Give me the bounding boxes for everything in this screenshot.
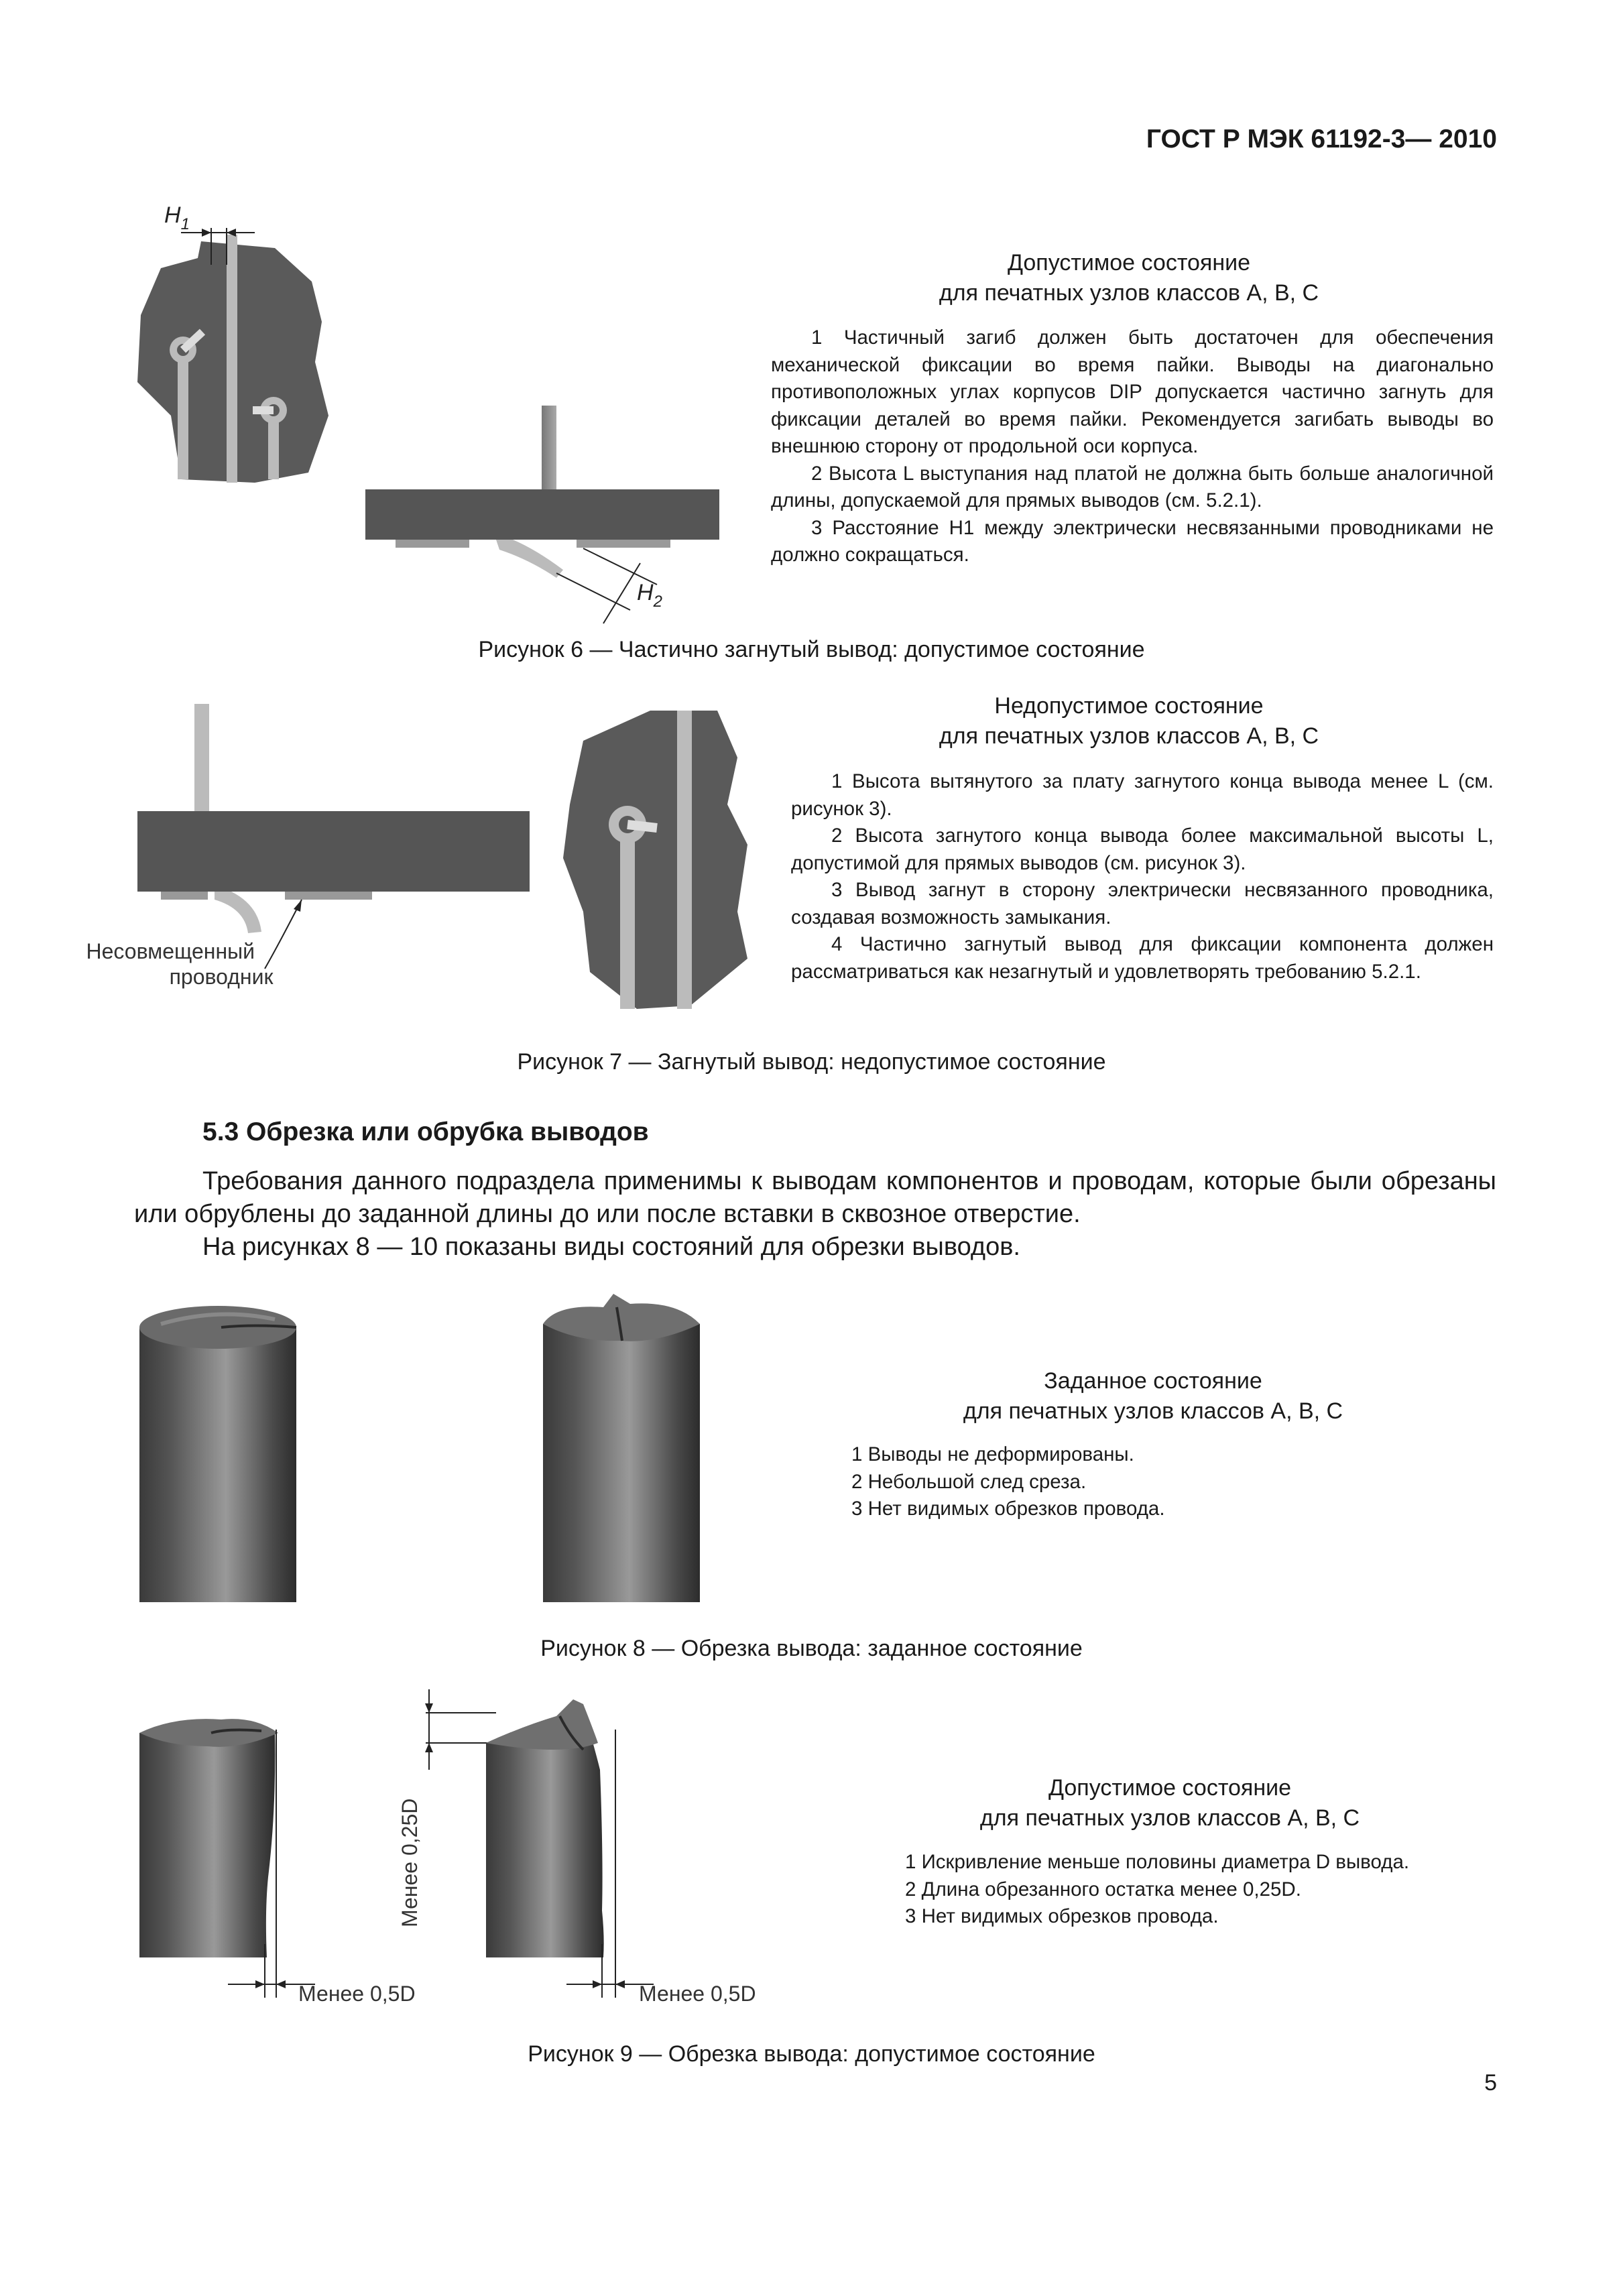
figure-9-condition-title: Допустимое состояние для печатных узлов классов A, B, C [979,1775,1360,1831]
section-body: Требования данного подраздела применимы к выводам компонентов и проводам, которые были обрезаны или обрублены до заданной длины до или после вставки в сквозное отверстие. На рисунках 8 — 10 показаны виды состояний для обрезки выводов. [134,1167,1496,1261]
svg-text:Менее 0,25D: Менее 0,25D [398,1798,422,1927]
trace [677,711,692,1009]
svg-text:Менее 0,5D: Менее 0,5D [298,1982,416,2006]
svg-text:H2: $H_2$ [637,580,662,611]
cut-surface [486,1699,598,1750]
page-number: 5 [1484,2070,1497,2096]
figure-6-caption: Рисунок 6 — Частично загнутый вывод: допустимое состояние [478,637,1145,662]
pcb-fragment [563,711,747,1009]
figure-7-notes: 1 Высота вытянутого за плату загнутого конца вывода менее L (см. рисунок 3). 2 Высота загнутого конца вывода более максимальной высоты L, допустимой для прямых выводов (см. рисунок 3). 3 Вывод загнут в сторону электрически несвязанного проводника, создавая возможность замыкания. 4 Частично загнутый вывод для фиксации компонента должен рассматриваться как незагнутый и удовлетворять требованию 5.2.1. [791,770,1494,983]
figure-6-notes: 1 Частичный загиб должен быть достаточен для обеспечения механической фиксации во время пайки. Выводы на диагонально противоположных углах корпусов DIP допускается частично загнуть для фиксации деталей во время пайки. Рекомендуется загибать выводы во внешнюю сторону от продольной оси корпуса. 2 Высота L выступания над платой не должна быть больше аналогичной длины, допускаемой для прямых выводов (см. 5.2.1). 3 Расстояние H1 между электрически несвязанными проводниками не должно сокращаться. [771,326,1494,566]
trace [227,235,237,483]
trace [178,355,188,479]
trace [620,831,635,1009]
svg-text:проводник: проводник [169,965,274,989]
lead-bent [496,540,563,578]
figure-9-caption: Рисунок 9 — Обрезка вывода: допустимое состояние [528,2041,1095,2067]
figure-7-condition-title: Недопустимое состояние для печатных узлов классов A, B, C [939,693,1319,749]
figure-6-condition-title: Допустимое состояние для печатных узлов классов A, B, C [939,250,1319,306]
lead-cylinder [543,1324,700,1602]
figure-9-drawing [121,1689,791,2011]
figure-7-caption: Рисунок 7 — Загнутый вывод: недопустимое состояние [517,1049,1106,1075]
document-header: ГОСТ Р МЭК 61192-3— 2010 [1146,125,1497,154]
pcb-side [365,489,719,540]
figure-8-caption: Рисунок 8 — Обрезка вывода: заданное состояние [540,1636,1083,1661]
svg-text:Менее 0,5D: Менее 0,5D [639,1982,756,2006]
pcb-side [137,811,530,892]
figure-8-condition-title: Заданное состояние для печатных узлов классов A, B, C [963,1368,1343,1424]
trace [268,416,279,479]
lead-cylinder [139,1733,275,1957]
figure-7-drawing [86,690,791,1026]
svg-text:H1: $H_1$ [164,202,190,233]
section-heading: 5.3 Обрезка или обрубка выводов [202,1117,649,1146]
figure-9-items: 1 Искривление меньше половины диаметра D вывода. 2 Длина обрезанного остатка менее 0,25D. 3 Нет видимых обрезков провода. [905,1851,1410,1927]
figure-8-drawing [121,1287,751,1609]
figure-6-drawing [121,194,758,623]
svg-text:Несовмещенный: Несовмещенный [86,939,255,963]
lead-cylinder [139,1327,296,1602]
lead-bent [215,892,261,933]
cut-surface [139,1306,296,1349]
figure-8-items: 1 Выводы не деформированы. 2 Небольшой след среза. 3 Нет видимых обрезков провода. [851,1443,1165,1520]
